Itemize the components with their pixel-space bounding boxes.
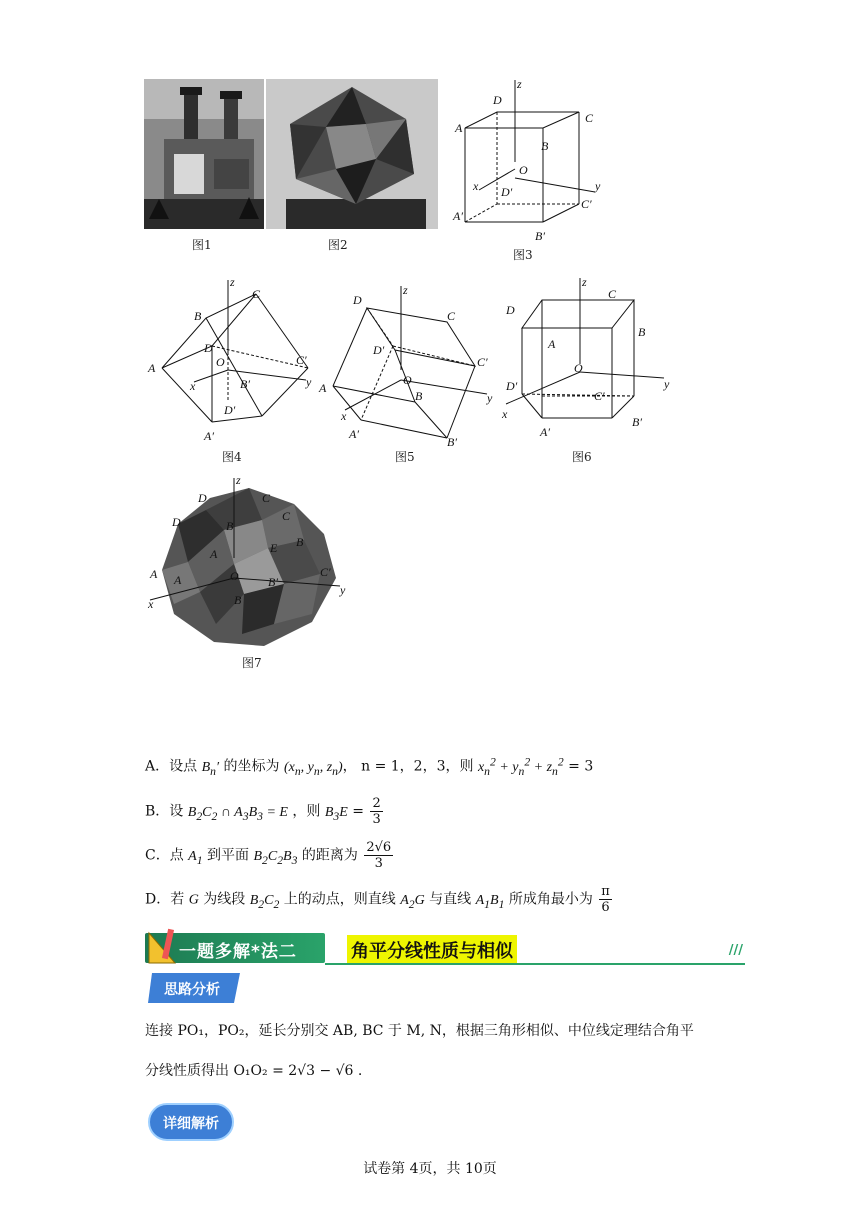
svg-text:C′: C′ xyxy=(594,389,605,403)
svg-text:z: z xyxy=(582,275,587,289)
svg-text:B′: B′ xyxy=(535,229,545,243)
svg-text:D′: D′ xyxy=(501,185,513,199)
svg-text:B′: B′ xyxy=(447,435,457,449)
svg-text:A: A xyxy=(210,547,218,561)
svg-text:D′: D′ xyxy=(373,343,385,357)
svg-text:A: A xyxy=(455,121,463,135)
option-c-suffix: 的距离为 xyxy=(301,847,358,864)
analysis-tag-label: 思路分析 xyxy=(164,982,220,998)
svg-text:C: C xyxy=(282,509,291,523)
svg-text:B: B xyxy=(194,309,202,323)
banner-mark: /// xyxy=(728,943,743,958)
svg-text:A: A xyxy=(319,381,327,395)
figure-6-caption: 图6 xyxy=(572,450,592,464)
svg-text:A: A xyxy=(548,337,556,351)
svg-text:A′: A′ xyxy=(540,425,550,439)
svg-text:x: x xyxy=(473,179,479,193)
svg-text:D: D xyxy=(204,341,213,355)
svg-text:D: D xyxy=(198,491,207,505)
svg-text:y: y xyxy=(664,377,670,391)
option-d-g: G xyxy=(188,892,199,908)
detail-tag-label: 详细解析 xyxy=(163,1116,219,1132)
option-a[interactable]: A．设点 $B_n'$ 的坐标为 ($x_n$, $y_n$, $z_n$)， n = 1，2，3，则 $x_n^2 + y_n^2 + z_n^2 = 3$ xyxy=(145,755,594,778)
svg-text:O: O xyxy=(574,361,583,375)
option-c-fraction: $\frac{2√6}{3}$ xyxy=(366,840,392,871)
option-b[interactable]: B．设 $B_2C_2$ ∩ $A_3B_3 = E$ ，则 $B_3E$ = $\frac{2}{3}$ xyxy=(145,796,381,827)
analysis-line-2: 分线性质得出 O₁O₂ = 2√3 − √6 . xyxy=(145,1063,363,1079)
svg-text:x: x xyxy=(148,597,154,611)
svg-text:y: y xyxy=(487,391,493,405)
svg-text:C: C xyxy=(262,491,271,505)
option-c-mid: 到平面 xyxy=(207,847,250,864)
svg-text:D: D xyxy=(506,303,515,317)
svg-text:D′: D′ xyxy=(506,379,518,393)
svg-text:x: x xyxy=(341,409,347,423)
svg-text:D: D xyxy=(172,515,181,529)
option-c[interactable]: C．点 $A_1$ 到平面 $B_2C_2B_3$ 的距离为 $\frac{2√6}{3}$ xyxy=(145,840,392,871)
svg-text:C′: C′ xyxy=(296,353,307,367)
figure-7-caption: 图7 xyxy=(242,656,262,670)
svg-text:C: C xyxy=(252,287,261,301)
method-banner xyxy=(145,923,745,965)
svg-text:B′: B′ xyxy=(632,415,642,429)
svg-text:B: B xyxy=(296,535,304,549)
figure-2-caption: 图2 xyxy=(328,238,348,252)
option-b-mid: ，则 xyxy=(292,803,321,820)
svg-text:O: O xyxy=(216,355,225,369)
svg-text:y: y xyxy=(306,375,312,389)
figure-2-polyhedron-image xyxy=(266,79,438,229)
svg-text:x: x xyxy=(502,407,508,421)
svg-text:A: A xyxy=(150,567,158,581)
option-a-prefix: A．设点 xyxy=(145,758,198,775)
svg-text:A′: A′ xyxy=(204,429,214,443)
figure-6-cube-diagram xyxy=(500,274,680,444)
svg-text:C′: C′ xyxy=(477,355,488,369)
figure-5-rotated-cube-diagram xyxy=(315,282,495,452)
svg-text:O: O xyxy=(403,373,412,387)
svg-text:C′: C′ xyxy=(581,197,592,211)
figure-3-caption: 图3 xyxy=(513,248,533,262)
svg-text:O: O xyxy=(519,163,528,177)
banner-right-text: 角平分线性质与相似 xyxy=(347,935,517,965)
option-d-mid3: 与直线 xyxy=(429,891,472,908)
svg-text:B: B xyxy=(226,519,234,533)
svg-text:A′: A′ xyxy=(349,427,359,441)
figure-1-escher-image xyxy=(144,79,264,229)
option-d-mid1: 为线段 xyxy=(203,891,246,908)
figure-7-compound-polyhedron xyxy=(144,474,354,654)
svg-text:B: B xyxy=(415,389,423,403)
option-d-prefix: D．若 xyxy=(145,891,185,908)
banner-underline xyxy=(325,963,745,965)
svg-text:x: x xyxy=(190,379,196,393)
figure-3-cube-diagram xyxy=(445,74,620,259)
svg-text:z: z xyxy=(230,275,235,289)
ruler-pencil-icon xyxy=(147,927,177,965)
svg-text:B′: B′ xyxy=(240,377,250,391)
svg-text:D: D xyxy=(493,93,502,107)
svg-text:C: C xyxy=(447,309,456,323)
svg-text:E: E xyxy=(270,541,278,555)
svg-text:z: z xyxy=(403,283,408,297)
svg-text:B′: B′ xyxy=(268,575,278,589)
svg-text:A: A xyxy=(148,361,156,375)
figure-4-rotated-cube-diagram xyxy=(144,272,324,447)
svg-text:C: C xyxy=(585,111,594,125)
svg-text:O: O xyxy=(230,569,239,583)
svg-text:A′: A′ xyxy=(453,209,463,223)
option-a-eq: = 3 xyxy=(568,758,594,775)
option-d-mid4: 所成角最小为 xyxy=(508,891,593,908)
svg-text:z: z xyxy=(236,474,241,487)
analysis-tag xyxy=(148,973,240,1003)
figure-5-caption: 图5 xyxy=(395,450,415,464)
svg-text:D: D xyxy=(353,293,362,307)
banner-left-text: 一题多解*法二 xyxy=(179,942,297,962)
svg-text:z: z xyxy=(517,77,522,91)
figure-1-caption: 图1 xyxy=(192,238,212,252)
analysis-line-1: 连接 PO₁，PO₂，延长分别交 AB, BC 于 M, N，根据三角形相似、中位线定理结合角平 xyxy=(145,1023,694,1039)
option-a-mid: 的坐标为 xyxy=(223,758,280,775)
detail-tag-button[interactable] xyxy=(148,1103,234,1141)
page-footer: 试卷第 4页，共 10页 xyxy=(363,1161,497,1177)
svg-text:C: C xyxy=(608,287,617,301)
option-b-prefix: B．设 xyxy=(145,803,184,820)
figure-4-caption: 图4 xyxy=(222,450,242,464)
svg-text:y: y xyxy=(595,179,601,193)
svg-text:A: A xyxy=(174,573,182,587)
option-d-fraction: $\frac{\pi}{6}$ xyxy=(601,884,610,915)
svg-text:C′: C′ xyxy=(320,565,331,579)
svg-text:B: B xyxy=(638,325,646,339)
option-c-prefix: C．点 xyxy=(145,847,184,864)
option-d[interactable]: D．若 G 为线段 $B_2C_2$ 上的动点，则直线 $A_2G$ 与直线 $A_1B_1$ 所成角最小为 $\frac{\pi}{6}$ xyxy=(145,884,610,915)
svg-text:B: B xyxy=(234,593,242,607)
svg-text:B: B xyxy=(541,139,549,153)
option-b-fraction: $\frac{2}{3}$ xyxy=(372,796,381,827)
option-a-n: n = 1，2，3，则 xyxy=(361,758,474,775)
svg-text:y: y xyxy=(340,583,346,597)
svg-text:D′: D′ xyxy=(224,403,236,417)
option-d-mid2: 上的动点，则直线 xyxy=(283,891,396,908)
